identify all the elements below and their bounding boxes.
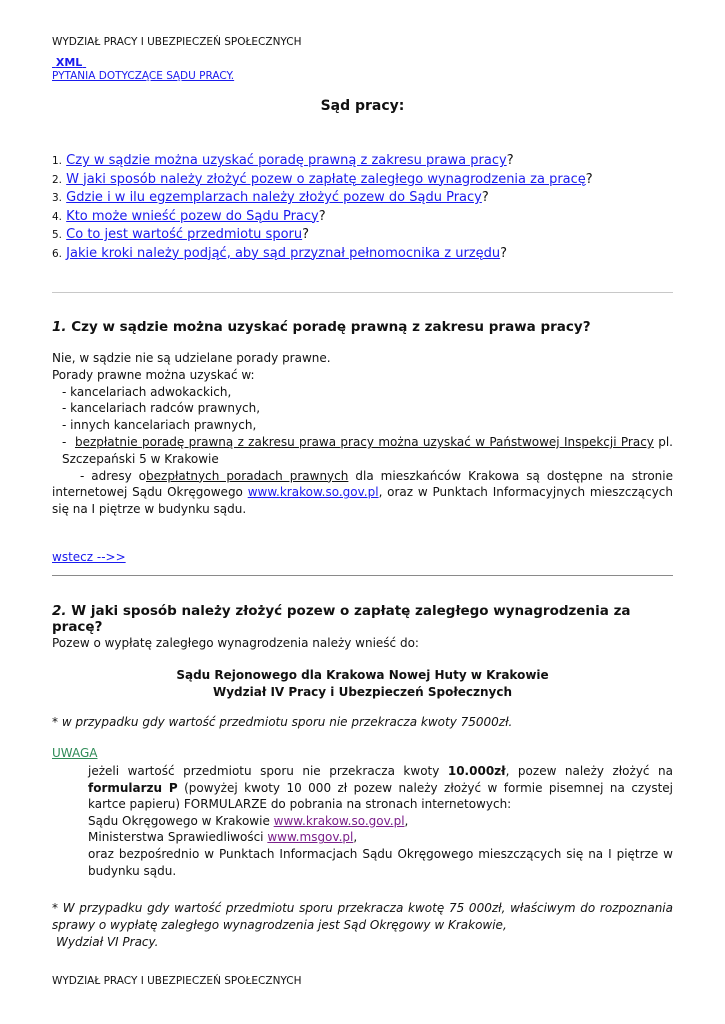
section1-heading: 1. Czy w sądzie można uzyskać poradę prawną z zakresu prawa pracy? [52, 319, 591, 335]
list-item: - bezpłatnie poradę prawną z zakresu prawa pracy można uzyskać w Państwowej Inspekcji Pracy pl. Szczepański 5 w Krakowie [62, 434, 673, 466]
krakow-court-form-link[interactable]: www.krakow.so.gov.pl [273, 813, 405, 828]
list-item: - adresy obezpłatnych poradach prawnych dla mieszkańców Krakowa są dostępne na stronie internetowej Sądu Okręgowego www.krakow.so.gov.pl, oraz w Punktach Informacyjnych mieszczących się na I piętrze w budynku sądu. [52, 468, 674, 517]
uwaga-body: jeżeli wartość przedmiotu sporu nie przekracza kwoty 10.000zł, pozew należy złożyć na formularzu P (powyżej kwoty 10 000 zł pozew należy złożyć w formie pisemnej na czystej kartce papieru) FORMULARZE do pobrania na stronach internetowych: Sądu Okręgowego w Krakowie www.krakow.so.gov.pl, Ministerstwa Sprawiedliwości www.msgov.pl, oraz bezpośrednio w Punktach Informacjach Sądu Okręgowego mieszczących się na I piętrze w budynku sądu. [88, 764, 673, 878]
questions-link[interactable]: PYTANIA DOTYCZĄCE SĄDU PRACY. [52, 70, 235, 82]
table-of-contents [52, 152, 593, 263]
page-footer: WYDZIAŁ PRACY I UBEZPIECZEŃ SPOŁECZNYCH [52, 975, 302, 987]
list-item: - innych kancelariach prawnych, [62, 418, 257, 433]
ministry-link[interactable]: www.msgov.pl [267, 830, 354, 845]
divider [52, 575, 673, 576]
back-link[interactable]: wstecz -->> [52, 550, 126, 564]
toc-item: 5. Co to jest wartość przedmiotu sporu? [52, 227, 310, 242]
list-item: - kancelariach radców prawnych, [62, 401, 261, 416]
toc-item: 3. Gdzie i w ilu egzemplarzach należy złożyć pozew do Sądu Pracy? [52, 190, 489, 205]
toc-link-3[interactable]: Gdzie i w ilu egzemplarzach należy złożyć pozew do Sądu Pracy [66, 190, 482, 205]
court-name: Sądu Rejonowego dla Krakowa Nowej Huty w Krakowie Wydział IV Pracy i Ubezpieczeń Społecznych [176, 668, 549, 699]
divider [52, 292, 673, 293]
pip-advice-text: bezpłatnie poradę prawną z zakresu prawa pracy można uzyskać w Państwowej Inspekcji Pracy [74, 434, 654, 449]
toc-item: 1. Czy w sądzie można uzyskać poradę prawną z zakresu prawa pracy? [52, 153, 514, 168]
section2-heading: 2. W jaki sposób należy złożyć pozew o zapłatę zaległego wynagrodzenia za pracę? [52, 603, 631, 635]
toc-item: 2. W jaki sposób należy złożyć pozew o zapłatę zaległego wynagrodzenia za pracę? [52, 171, 593, 187]
section2-intro: Pozew o wypłatę zaległego wynagrodzenia należy wnieść do: [52, 636, 419, 650]
note-75000: * w przypadku gdy wartość przedmiotu sporu nie przekracza kwoty 75000zł. [52, 715, 513, 729]
note-over-75000: * W przypadku gdy wartość przedmiotu sporu przekracza kwotę 75 000zł, właściwym do rozpoznania sprawy o wypłatę zaległego wynagrodzenia jest Sąd Okręgowy w Krakowie, Wydział VI Pracy. [52, 901, 673, 949]
krakow-court-url-link[interactable]: www.krakow.so.gov.pl [247, 485, 379, 500]
free-advice-text: bezpłatnych poradach prawnych [146, 468, 349, 483]
toc-link-6[interactable]: Jakie kroki należy podjąć, aby sąd przyznał pełnomocnika z urzędu [66, 245, 501, 261]
list-item: - kancelariach adwokackich, [62, 384, 232, 399]
page-title: Sąd pracy: [320, 98, 405, 114]
page-header: WYDZIAŁ PRACY I UBEZPIECZEŃ SPOŁECZNYCH [52, 36, 302, 48]
toc-link-5[interactable]: Co to jest wartość przedmiotu sporu [66, 227, 303, 242]
toc-item: 4. Kto może wnieść pozew do Sądu Pracy? [52, 208, 326, 224]
toc-link-4[interactable]: Kto może wnieść pozew do Sądu Pracy [66, 208, 319, 224]
section1-body: Nie, w sądzie nie są udzielane porady prawne. Porady prawne można uzyskać w: - kancelariach adwokackich, - kancelariach radców prawnych, - innych kancelariach prawnych, - bezpłatnie poradę prawną z zakresu prawa pracy można uzyskać w Państwowej Inspekcji Pracy pl. Szczepański 5 w Krakowie - adresy obezpłatnych poradach prawnych dla mieszkańców Krakowa są dostępne na stronie internetowej Sądu Okręgowego www.krakow.so.gov.pl, oraz w Punktach Informacyjnych mieszczących się na I piętrze w budynku sądu. [52, 351, 674, 517]
toc-link-1[interactable]: Czy w sądzie można uzyskać poradę prawną z zakresu prawa pracy [66, 153, 507, 168]
toc-item: 6. Jakie kroki należy podjąć, aby sąd przyznał pełnomocnika z urzędu? [52, 245, 508, 261]
toc-link-2[interactable]: W jaki sposób należy złożyć pozew o zapłatę zaległego wynagrodzenia za pracę [66, 171, 586, 187]
uwaga-label: UWAGA [52, 746, 98, 760]
xml-link[interactable]: XML [55, 56, 83, 69]
